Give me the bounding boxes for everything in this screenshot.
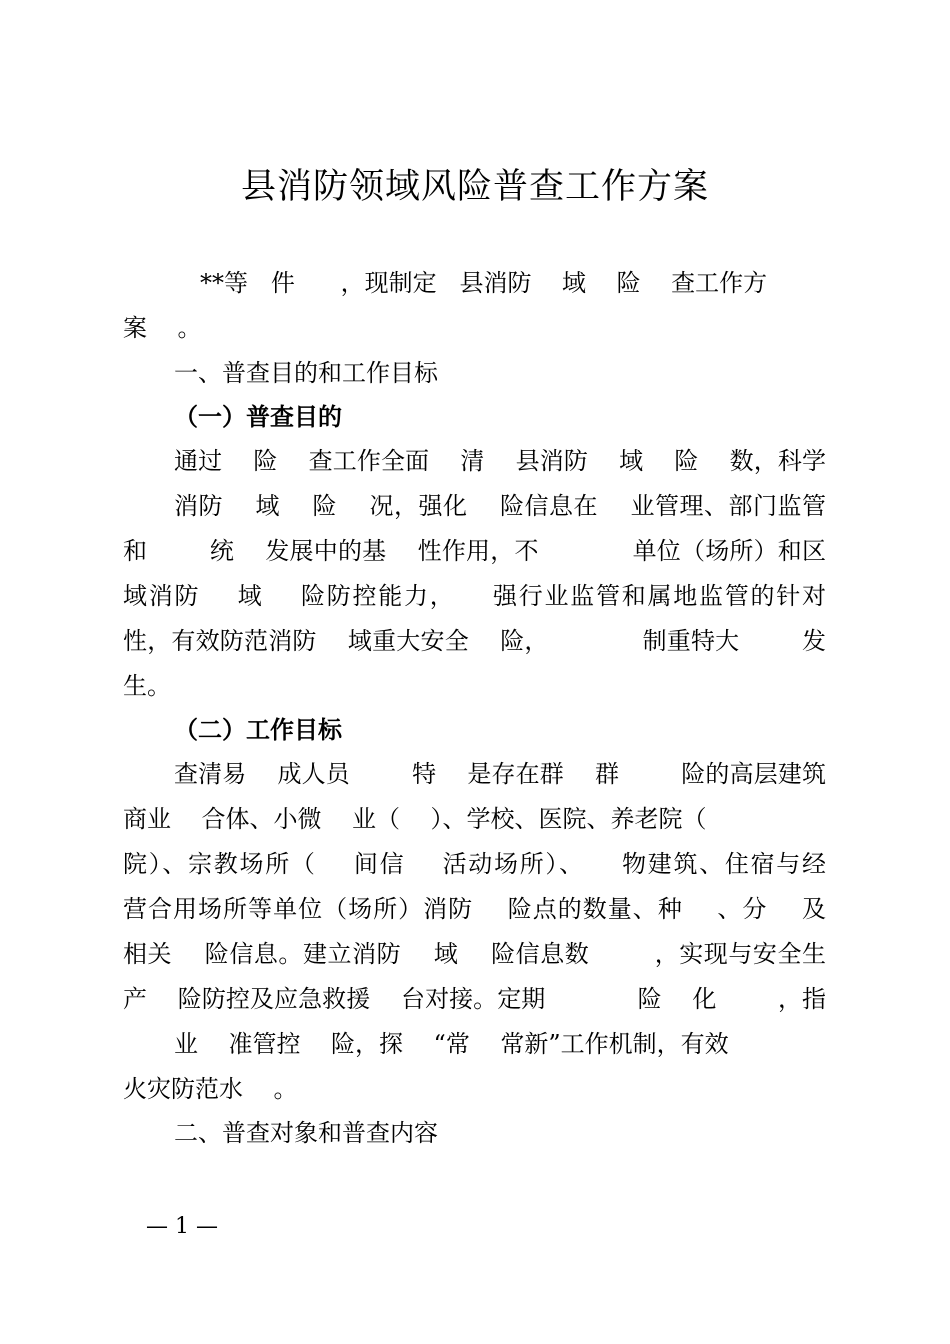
paragraph-line: 和 统 发展中的基 性作用，不 单位（场所）和区 [123,537,826,565]
section-1-heading: 一、普查目的和工作目标 [174,359,438,387]
paragraph-line: 业 准管控 险，探 “常 常新”工作机制，有效 [174,1030,729,1058]
page-number: — 1 — [146,1214,218,1239]
paragraph-line: 火灾防范水 。 [123,1075,298,1103]
intro-line-2: 案 。 [123,314,202,342]
section-1-2-heading: （二）工作目标 [174,716,342,744]
paragraph-line: 营合用场所等单位（场所）消防 险点的数量、种 、分 及 [123,895,826,923]
paragraph-line: 商业 合体、小微 业（ ）、学校、医院、养老院（ [123,805,707,833]
paragraph-line: 通过 险 查工作全面 清 县消防 域 险 数，科学 [174,447,826,475]
paragraph-line: 相关 险信息。建立消防 域 险信息数 ，实现与安全生 [123,940,826,968]
document-title: 县消防领域风险普查工作方案 [240,167,709,207]
paragraph-line: 产 险防控及应急救援 台对接。定期 险 化 ，指 [123,985,826,1013]
paragraph-line: 性，有效防范消防 域重大安全 险， 制重特大 发 [123,627,826,655]
intro-line-1: **等 件 ，现制定 县消防 域 险 查工作方 [200,269,768,297]
paragraph-line: 域消防 域 险防控能力， 强行业监管和属地监管的针对 [123,582,826,610]
paragraph-line: 生。 [123,672,171,700]
paragraph-line: 消防 域 险 况，强化 险信息在 业管理、部门监管 [174,492,826,520]
section-1-1-heading: （一）普查目的 [174,403,342,431]
section-2-heading: 二、普查对象和普查内容 [174,1119,438,1147]
paragraph-line: 院）、宗教场所（ 间信 活动场所）、 物建筑、住宿与经 [123,850,826,878]
paragraph-line: 查清易 成人员 特 是存在群 群 险的高层建筑 [174,760,826,788]
